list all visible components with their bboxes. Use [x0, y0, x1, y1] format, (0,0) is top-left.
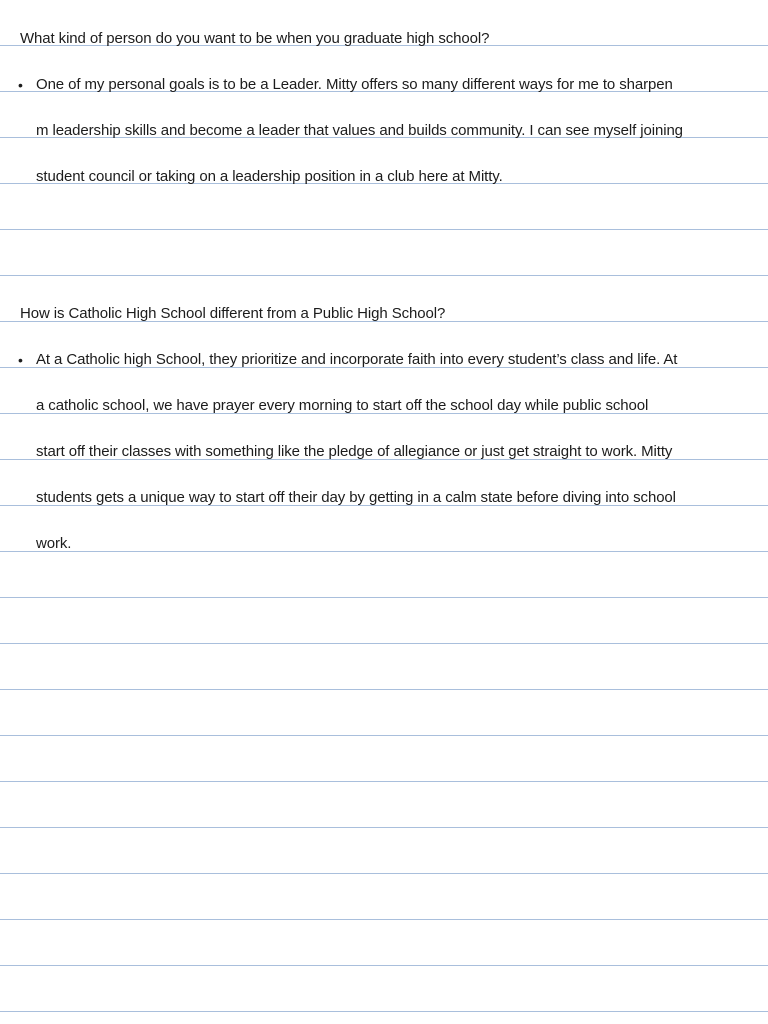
- answer-2-line-3: start off their classes with something like the pledge of allegiance or just get straight to work. Mitty: [36, 443, 673, 460]
- answer-1-line-2: m leadership skills and become a leader that values and builds community. I can see myself joining: [36, 122, 683, 139]
- answer-1-line-1: One of my personal goals is to be a Leader. Mitty offers so many different ways for me to sharpen: [36, 76, 673, 93]
- answer-1-line-3: student council or taking on a leadership position in a club here at Mitty.: [36, 168, 503, 185]
- bullet-marker: •: [18, 77, 23, 93]
- answer-2-line-2: a catholic school, we have prayer every morning to start off the school day while public school: [36, 397, 649, 414]
- question-1: What kind of person do you want to be when you graduate high school?: [20, 30, 490, 47]
- answer-2-line-1: At a Catholic high School, they prioritize and incorporate faith into every student’s class and life. At: [36, 351, 678, 368]
- question-2: How is Catholic High School different from a Public High School?: [20, 305, 446, 322]
- bullet-marker: •: [18, 352, 23, 368]
- answer-2-line-4: students gets a unique way to start off their day by getting in a calm state before diving into school: [36, 489, 676, 506]
- answer-2-line-5: work.: [36, 535, 72, 552]
